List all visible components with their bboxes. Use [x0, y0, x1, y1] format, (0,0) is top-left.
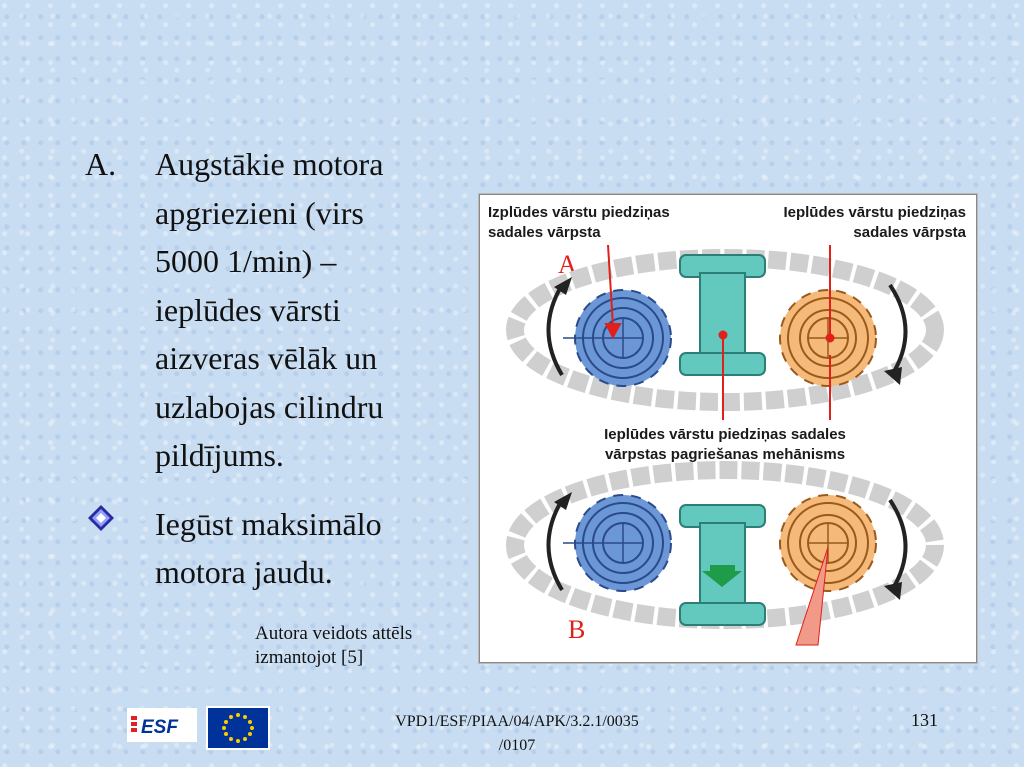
item-b-line: motora jaudu. [155, 553, 333, 590]
footer-code-line: /0107 [498, 737, 536, 754]
esf-logo [127, 708, 197, 742]
camshaft-diagram [479, 194, 977, 663]
exhaust-gear [563, 495, 671, 591]
eu-flag-logo [206, 706, 270, 750]
label-mechanism-line1: Ieplūdes vārstu piedziņas sadales [604, 426, 846, 443]
caption-line: Autora veidots attēls [255, 623, 413, 644]
intake-gear [780, 495, 876, 591]
label-mechanism-line2: vārpstas pagriešanas mehānisms [604, 446, 846, 463]
marker-a: A [558, 250, 577, 279]
label-exhaust-line1: Izplūdes vārstu piedziņas [488, 204, 670, 221]
top-assembly [515, 245, 935, 420]
list-marker-a: A. [85, 146, 117, 182]
list-item-b-body [155, 500, 465, 596]
exhaust-gear [563, 290, 671, 386]
list-item-a [85, 140, 465, 480]
page-number: 131 [911, 710, 938, 730]
label-intake-line1: Ieplūdes vārstu piedziņas [783, 204, 966, 221]
label-exhaust-line2: sadales vārpsta [488, 224, 601, 241]
slide-text [85, 140, 465, 596]
item-a-line: apgriezieni (virs [155, 194, 364, 231]
footer-code-line: VPD1/ESF/PIAA/04/APK/3.2.1/0035 [395, 713, 639, 730]
item-b-line: Iegūst maksimālo [155, 505, 382, 542]
item-a-line: uzlabojas cilindru [155, 388, 384, 425]
esf-logo-text: ESF [141, 717, 178, 738]
list-item-a-body [155, 140, 465, 480]
diamond-bullet-icon [87, 504, 115, 532]
item-a-line: ieplūdes vārsti [155, 291, 341, 328]
camshaft-diagram-svg [480, 195, 976, 662]
item-a-line: aizveras vēlāk un [155, 340, 378, 376]
label-intake-line2: sadales vārpsta [853, 224, 966, 241]
image-caption [255, 622, 412, 670]
list-item-b [85, 500, 465, 596]
phaser-actuator [680, 505, 765, 625]
caption-line: izmantojot [5] [255, 647, 364, 668]
marker-b: B [568, 615, 586, 644]
item-a-line: 5000 1/min) – [155, 243, 337, 279]
item-a-line: pildījums. [155, 437, 284, 473]
footer-project-code [362, 710, 672, 758]
item-a-line: Augstākie motora [155, 146, 384, 182]
